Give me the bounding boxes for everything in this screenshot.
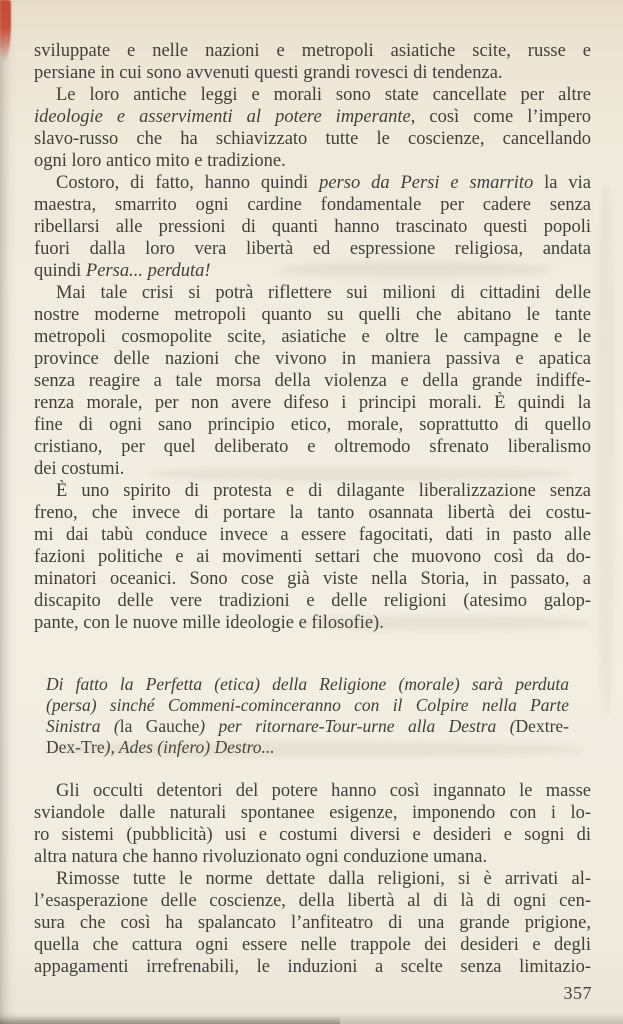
text-line: ogni loro antico mito e tradizione. <box>34 151 286 171</box>
text-line: Mai tale crisi si potrà riflettere sui milioni di cittadini delle <box>56 283 591 303</box>
page-number: 357 <box>563 983 592 1003</box>
text-line: Costoro, di fatto, hanno quindi perso da Persi e smarrito la via <box>56 173 591 193</box>
text-column <box>34 40 591 978</box>
text-line: appagamenti irrefrenabili, le induzioni a scelte senza limitazio- <box>34 957 591 977</box>
text-line: slavo-russo che ha schiavizzato tutte le coscienze, cancellando <box>34 129 591 149</box>
text-line: cristiano, per quel deliberato e oltremodo sfrenato liberalismo <box>34 437 591 457</box>
paragraph <box>34 84 591 172</box>
text-line: renza morale, per non avere difeso i principi morali. È quindi la <box>34 393 591 413</box>
text-line: mi dai tabù conduce invece a essere fagocitati, dati in pasto alle <box>34 525 591 545</box>
paragraph <box>34 172 591 282</box>
quote-paragraph <box>34 674 591 758</box>
text-line: freno, che invece di portare la tanto osannata libertà dei costu- <box>34 503 591 523</box>
text-line: discapito delle vere tradizioni e delle religioni (atesimo galop- <box>34 591 591 611</box>
paragraph <box>34 282 591 480</box>
text-line: quella che cattura ogni essere nelle trappole dei desideri e degli <box>34 935 591 955</box>
paragraph <box>34 480 591 634</box>
text-line: Rimosse tutte le norme dettate dalla religioni, si è arrivati al- <box>56 869 591 889</box>
text-line: pante, con le nuove mille ideologie e filosofie). <box>34 613 384 633</box>
page-bottom-left-shadow <box>0 1016 340 1024</box>
text-line: Gli occulti detentori del potere hanno così ingannato le masse <box>56 781 591 801</box>
text-line: ro sistemi (pubblicità) usi e costumi diversi e desideri e sogni di <box>34 825 591 845</box>
text-line: maestra, smarrito ogni cardine fondamentale per cadere senza <box>34 195 591 215</box>
text-line: È uno spirito di protesta e di dilagante liberalizzazione senza <box>56 481 591 501</box>
text-line: Le loro antiche leggi e morali sono state cancellate per altre <box>56 85 591 105</box>
text-line: province delle nazioni che vivono in maniera passiva e apatica <box>34 349 591 369</box>
text-line: Sinistra (la Gauche) per ritornare-Tour-urne alla Destra (Dextre- <box>46 716 569 736</box>
text-line: Di fatto la Perfetta (etica) della Religione (morale) sarà perduta <box>46 674 569 694</box>
text-line: metropoli cosmopolite scite, asiatiche e oltre le campagne e le <box>34 327 591 347</box>
text-line: sura che così ha spalancato l’anfiteatro di una grande prigione, <box>34 913 591 933</box>
text-line: minatori oceanici. Sono cose già viste nella Storia, in passato, a <box>34 569 591 589</box>
bleed-through-smudge <box>597 185 615 715</box>
text-line: (persa) sinché Commeni-cominceranno con il Colpire nella Parte <box>46 695 569 715</box>
text-line: sviluppate e nelle nazioni e metropoli asiatiche scite, russe e <box>34 41 591 61</box>
text-line: fine di ogni sano principio etico, morale, soprattutto di quello <box>34 415 591 435</box>
text-line: fuori dalla loro vera libertà ed espressione religiosa, andata <box>34 239 591 259</box>
red-edge-mark <box>0 0 11 62</box>
text-line: dei costumi. <box>34 459 125 479</box>
text-line: l’esasperazione delle coscienze, della libertà al di là di ogni cen- <box>34 891 591 911</box>
text-line: altra natura che hanno rivoluzionato ogni conduzione umana. <box>34 847 488 867</box>
text-line: senza reagire a tale morsa della violenza e della grande indiffe- <box>34 371 591 391</box>
text-line: nostre moderne metropoli quanto su quelli che abitano le tante <box>34 305 591 325</box>
page-left-edge-shadow <box>0 0 16 1024</box>
text-line: Dex-Tre), Ades (infero) Destro... <box>46 737 275 757</box>
paragraph <box>34 868 591 978</box>
text-line: sviandole dalle naturali spontanee esigenze, imponendo con i lo- <box>34 803 591 823</box>
paragraph <box>34 40 591 84</box>
text-line: ribellarsi alle pressioni di quanti hanno trascinato questi popoli <box>34 217 591 237</box>
text-line: fazioni politiche e ai movimenti settari che muovono così da do- <box>34 547 591 567</box>
page-bottom-edge-shadow <box>0 1012 623 1024</box>
text-line: persiane in cui sono avvenuti questi grandi rovesci di tendenza. <box>34 63 503 83</box>
text-line: quindi Persa... perduta! <box>34 261 211 281</box>
paragraph <box>34 780 591 868</box>
text-line: ideologie e asservimenti al potere imperante, così come l’impero <box>34 107 591 127</box>
